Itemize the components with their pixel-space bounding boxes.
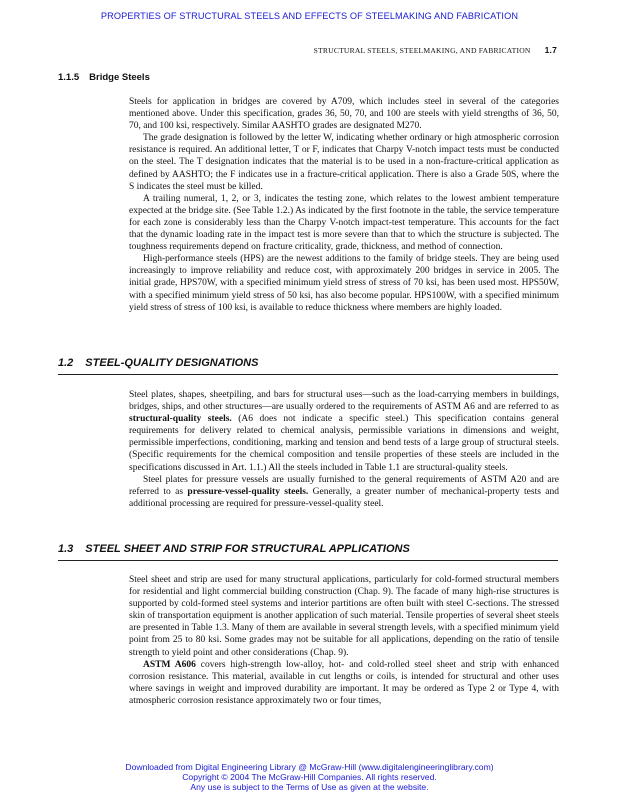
section-heading-1-3 (58, 543, 410, 555)
paragraph (129, 389, 559, 474)
paragraph: A trailing numeral, 1, 2, or 3, indicates the testing zone, which relates to the lowest ambient temperature expected at the bridge site. (See Table 1.2.) As indicated by the first footnote in the table, the service temperature for each zone is considerably less than the Charpy V-notch impact-test temperature. This accounts for the fact that the dynamic loading rate in the impact test is more severe than that to which the structure is subjected. The toughness requirements depend on fracture criticality, grade, thickness, and method of connection. (129, 193, 559, 253)
paragraph: Steel sheet and strip are used for many structural applications, particularly for cold-formed structural members for residential and light commercial building construction (Chap. 9). The facade of many high-rise structures is supported by cold-formed steel systems and interior partitions are often built with steel C-sections. The stressed skin of transportation equipment is another application of such material. Tensile properties of several sheet steels are presented in Table 1.3. Many of them are available in several strength levels, with a specified minimum yield point from 25 to 80 ksi. Some grades may not be suitable for all applications, depending on the ratio of tensile strength to yield point and other considerations (Chap. 9). (129, 575, 559, 658)
text-run: (A6 does not indicate a specific steel.) This specification contains general requirements for delivery related to chemical analysis, permissible variations in dimensions and weight, permissible imperfections, conditioning, marking and tension and bend tests of a large group of structural steels. (Specific requirements for the chemical composition and tensile properties of these steels are included in the specifications discussed in Art. 1.1.) All the steels included in Table 1.1 are structural-quality steels. (129, 414, 560, 473)
footer-download-line: Downloaded from Digital Engineering Library @ McGraw-Hill (www.digitalengineeringlibrary.com) (125, 762, 494, 772)
section-number: 1.2 (58, 357, 74, 369)
paragraph (129, 659, 559, 707)
term-astm-a606: ASTM A606 (143, 659, 196, 670)
text-run: Generally, a greater number of mechanical-property tests and additional processing are required for pressure-vessel-quality steel. (129, 486, 559, 509)
sheet-strip-body (129, 574, 559, 707)
bridge-steels-body (129, 96, 559, 314)
text-run: covers high-strength low-alloy, hot- and cold-rolled steel sheet and strip with enhanced corrosion resistance. This material, available in cut lengths or coils, is intended for structural and other uses where savings in weight and improved durability are important. It may be ordered as Type 2 or Type 4, with atmospheric corrosion resistance approximately two or four times, (129, 659, 559, 706)
section-title: STEEL-QUALITY DESIGNATIONS (85, 357, 259, 369)
paragraph (129, 474, 559, 510)
text-run: Steel plates, shapes, sheetpiling, and bars for structural uses—such as the load-carrying members in buildings, bridges, ships, and other structures—are usually ordered to the requirements of ASTM A6 and are referred to as (129, 390, 559, 413)
subsection-heading-1-1-5 (58, 72, 150, 83)
footer-terms-line: Any use is subject to the Terms of Use as given at the website. (190, 782, 429, 793)
page-number: 1.7 (544, 45, 557, 55)
paragraph: Steels for application in bridges are covered by A709, which includes steel in several of the categories mentioned above. Under this specification, grades 36, 50, 70, and 100 are steels with yield strengths of 36, 50, 70, and 100 ksi, respectively. Similar AASHTO grades are designated M270. (129, 97, 559, 132)
section-heading-1-2 (58, 357, 258, 369)
footer (0, 762, 619, 793)
running-head-title: STRUCTURAL STEELS, STEELMAKING, AND FABRICATION (313, 46, 531, 55)
text-run: Steel plates for pressure vessels are usually furnished to the general requirements of ASTM A20 and are referred to as (129, 474, 559, 497)
term-structural-quality: structural-quality steels. (129, 414, 232, 425)
paragraph: High-performance steels (HPS) are the newest additions to the family of bridge steels. They are being used increasingly to improve reliability and reduce cost, with approximately 200 bridges in service in 2005. The initial grade, HPS70W, with a specified minimum yield stress of stress of 70 ksi, has been used most. HPS50W, with a specified minimum yield stress of 50 ksi, has also become popular. HPS100W, with a specified minimum yield stress of stress of 100 ksi, is available to reduce thickness where members are highly loaded. (129, 254, 559, 313)
footer-copyright-line: Copyright © 2004 The McGraw-Hill Companies. All rights reserved. (182, 772, 437, 783)
section-title: STEEL SHEET AND STRIP FOR STRUCTURAL APPLICATIONS (85, 543, 410, 555)
running-head (314, 45, 557, 55)
section-rule (58, 374, 558, 375)
steel-quality-body (129, 389, 559, 510)
paragraph: The grade designation is followed by the letter W, indicating whether ordinary or high atmospheric corrosion resistance is required. An additional letter, T or F, indicates that Charpy V-notch impact tests must be conducted on the steel. The T designation indicates that the material is to be used in a non-fracture-critical application as defined by AASHTO; the F indicates use in a fracture-critical application. There is also a Grade 50S, where the S indicates the steel must be killed. (129, 133, 559, 192)
subsection-number: 1.1.5 (58, 72, 80, 83)
top-banner: PROPERTIES OF STRUCTURAL STEELS AND EFFECTS OF STEELMAKING AND FABRICATION (100, 11, 519, 21)
section-number: 1.3 (58, 543, 74, 555)
subsection-title: Bridge Steels (89, 72, 150, 83)
term-pressure-vessel-quality: pressure-vessel-quality steels. (187, 486, 309, 497)
section-rule (58, 560, 558, 561)
